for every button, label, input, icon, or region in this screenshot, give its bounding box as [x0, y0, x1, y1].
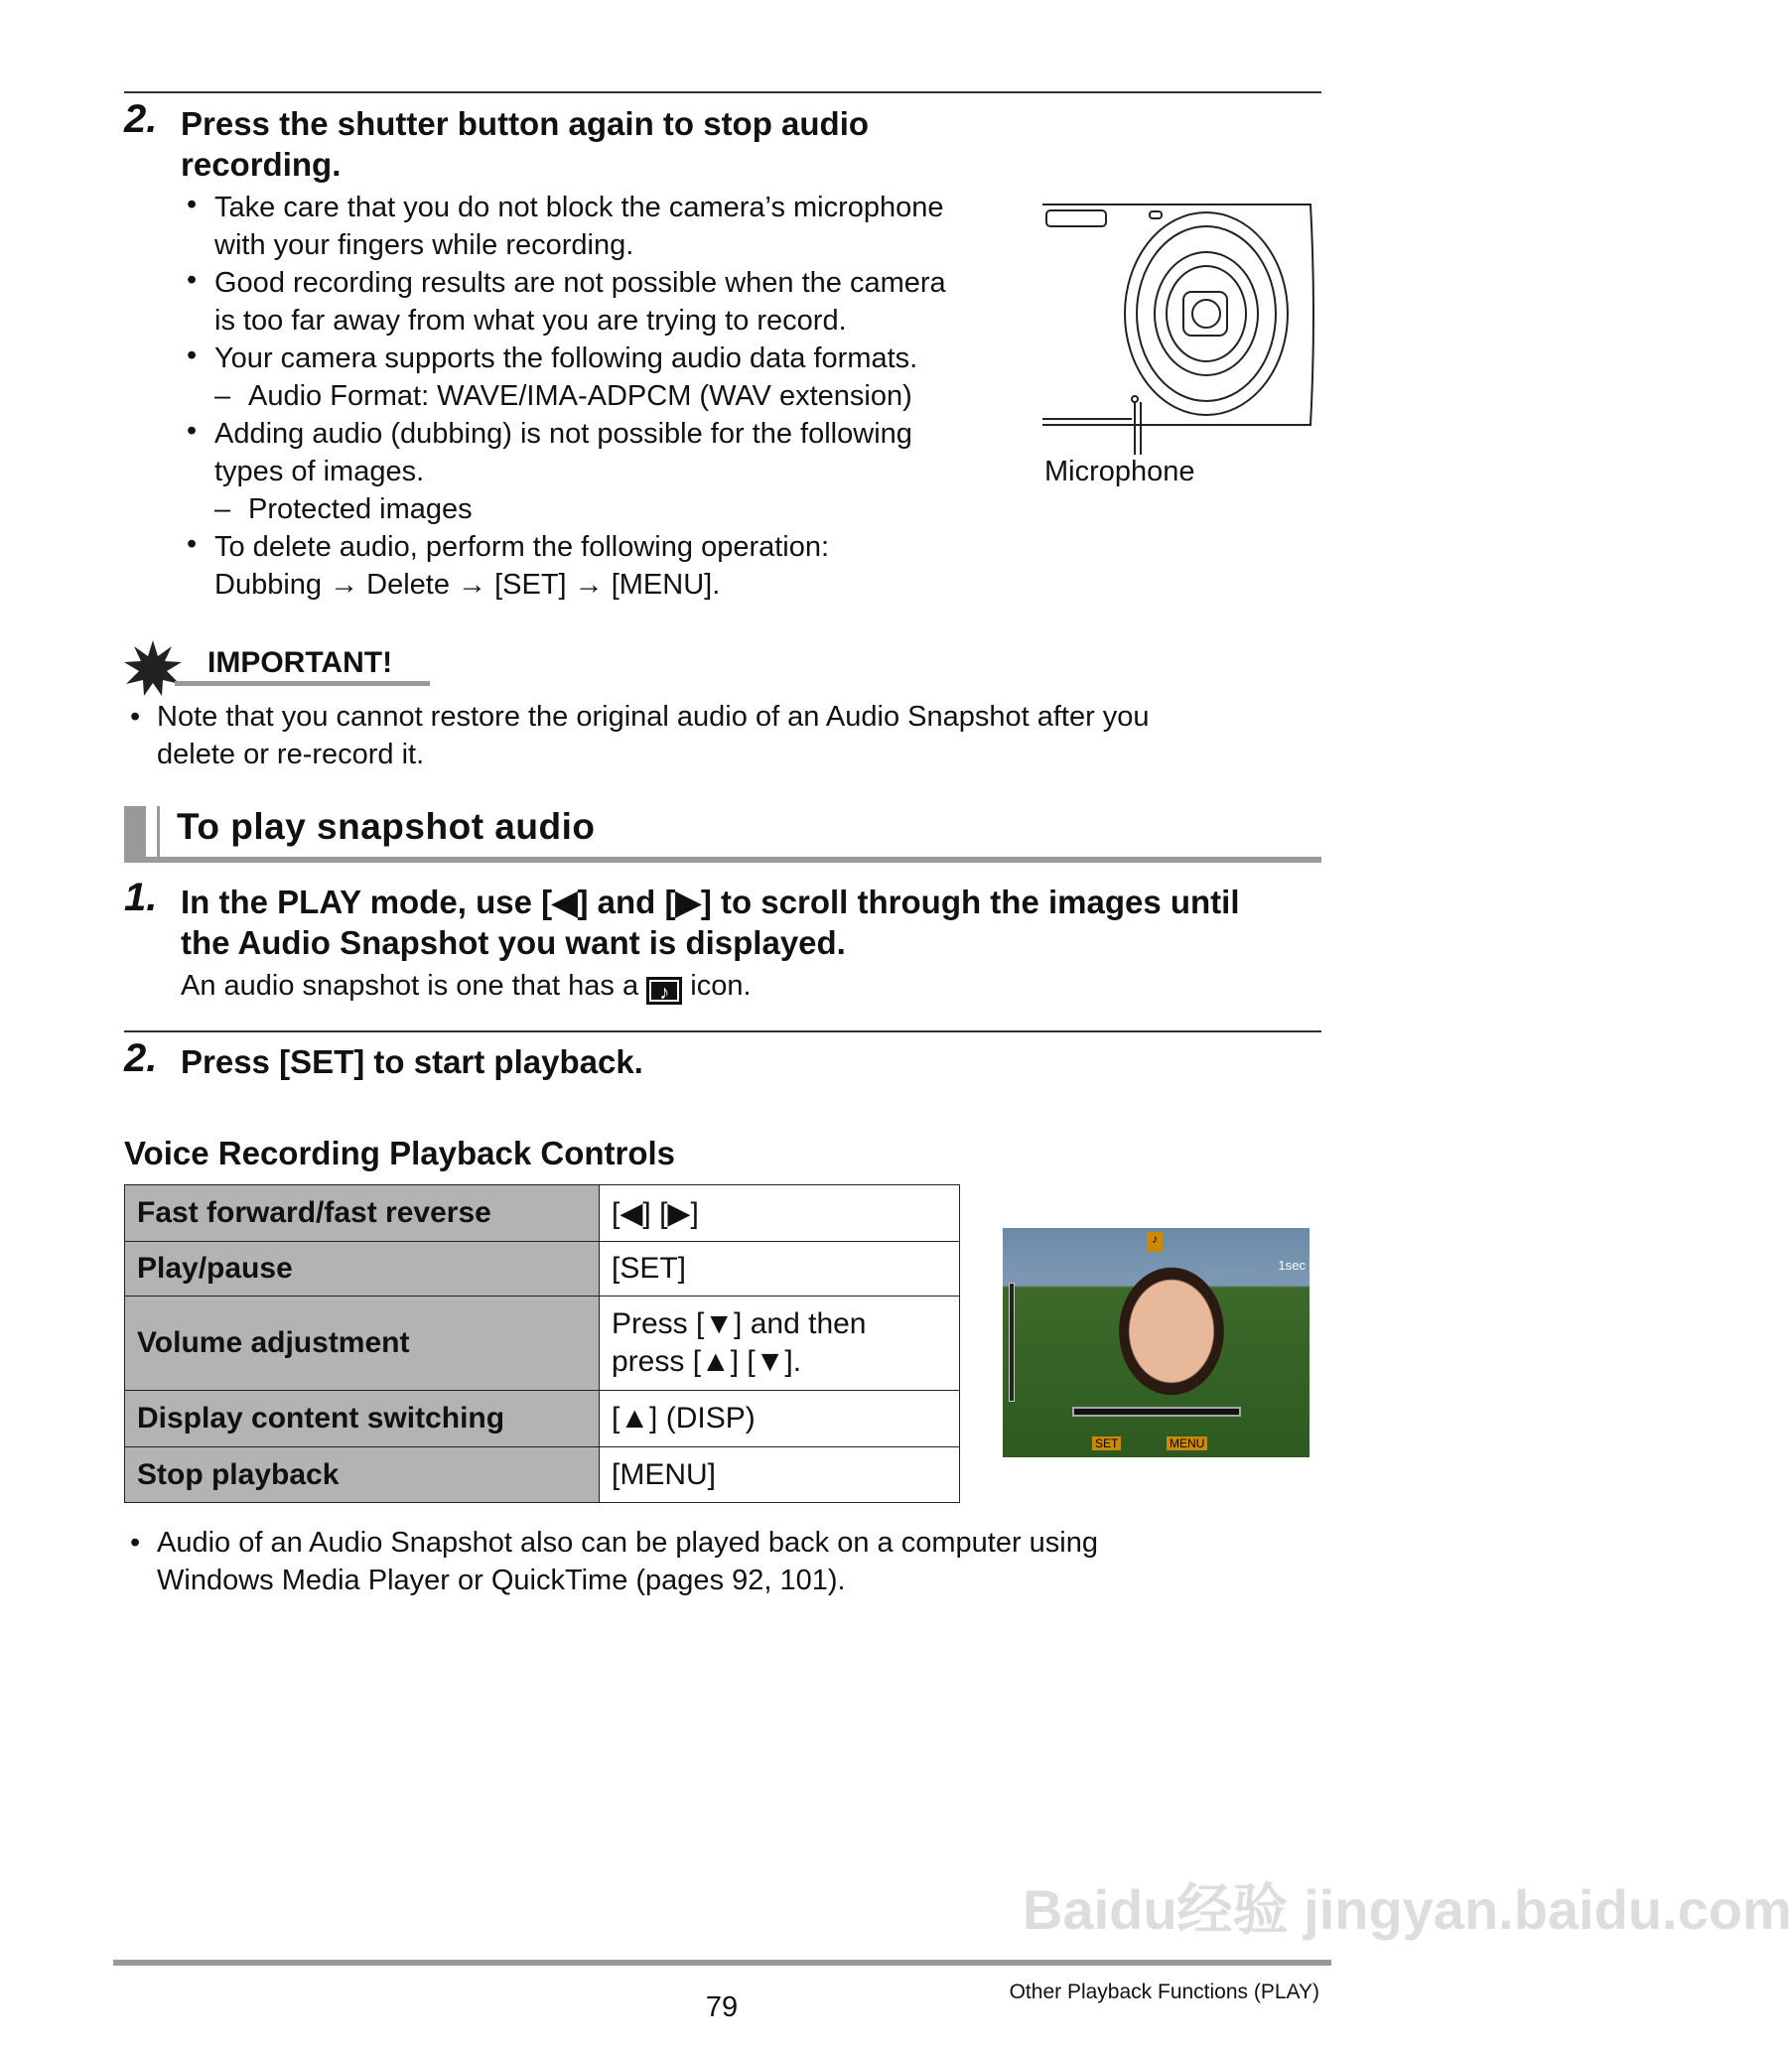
- control-name: Volume adjustment: [125, 1297, 600, 1391]
- bullet-text: Adding audio (dubbing) is not possible for the following: [214, 418, 912, 450]
- bullet-text: Dubbing → Delete → [SET] → [MENU].: [214, 569, 721, 601]
- bullet-icon: •: [187, 189, 198, 220]
- control-key-line: Press [▼] and then: [612, 1307, 867, 1340]
- subtext-after: icon.: [690, 970, 752, 1002]
- page-number: 79: [705, 1991, 739, 2023]
- playback-screen-photo: [1003, 1228, 1310, 1457]
- control-name: Fast forward/fast reverse: [125, 1185, 600, 1242]
- top-rule: [124, 91, 1321, 93]
- control-name: Play/pause: [125, 1242, 600, 1297]
- step-heading: Press [SET] to start playback.: [181, 1043, 643, 1080]
- camera-illustration: [1042, 195, 1320, 443]
- set-label: SET: [1092, 1436, 1121, 1450]
- step-heading: [181, 882, 1240, 963]
- table-row: [125, 1185, 960, 1242]
- bullet-icon: •: [187, 340, 198, 371]
- controls-title: Voice Recording Playback Controls: [124, 1135, 676, 1171]
- control-key: [◀] [▶]: [600, 1185, 960, 1242]
- table-row: [125, 1297, 960, 1391]
- elapsed-time: 1sec: [1278, 1258, 1306, 1273]
- heading-line: In the PLAY mode, use [◀] and [▶] to scroll through the images until: [181, 884, 1240, 920]
- note-text: Windows Media Player or QuickTime (pages 92, 101).: [157, 1565, 846, 1596]
- watermark: Baidu经验 jingyan.baidu.com: [1023, 1878, 1792, 1941]
- bullet-icon: •: [130, 701, 141, 733]
- step-subtext: [181, 967, 752, 1005]
- section-marker-line: [157, 806, 160, 861]
- important-title: IMPORTANT!: [207, 646, 393, 679]
- bullet-text: Take care that you do not block the camera’s microphone: [214, 192, 944, 223]
- important-underline: [175, 681, 430, 686]
- section-marker: [124, 806, 146, 861]
- control-key: [▲] (DISP): [600, 1391, 960, 1447]
- section-rule: [124, 857, 1321, 863]
- control-name: Stop playback: [125, 1447, 600, 1503]
- bullet-icon: •: [187, 528, 198, 560]
- bullet-text: To delete audio, perform the following operation:: [214, 531, 830, 563]
- menu-label: MENU: [1167, 1436, 1207, 1450]
- table-row: [125, 1391, 960, 1447]
- heading-line: the Audio Snapshot you want is displayed.: [181, 924, 846, 961]
- section-title: To play snapshot audio: [177, 806, 596, 847]
- bullet-text: with your fingers while recording.: [214, 229, 634, 261]
- step-number: 1.: [124, 876, 158, 919]
- sub-bullet-text: Audio Format: WAVE/IMA-ADPCM (WAV extension): [248, 380, 912, 412]
- sub-bullet-text: Protected images: [248, 493, 473, 525]
- bullet-icon: •: [187, 415, 198, 447]
- step-rule: [124, 1030, 1321, 1032]
- volume-bar: [1009, 1283, 1015, 1402]
- bullet-text: is too far away from what you are trying to record.: [214, 305, 847, 337]
- control-name: Display content switching: [125, 1391, 600, 1447]
- bullet-icon: •: [130, 1527, 141, 1559]
- note-text: Audio of an Audio Snapshot also can be played back on a computer using: [157, 1527, 1098, 1559]
- heading-line: Press the shutter button again to stop audio: [181, 105, 870, 142]
- step-number: 2.: [124, 97, 158, 141]
- important-text: Note that you cannot restore the original audio of an Audio Snapshot after you: [157, 701, 1150, 733]
- bullet-icon: •: [187, 264, 198, 296]
- control-key: [MENU]: [600, 1447, 960, 1503]
- footer-section: Other Playback Functions (PLAY): [1009, 1981, 1319, 2003]
- bullet-text: Good recording results are not possible when the camera: [214, 267, 946, 299]
- table-row: [125, 1242, 960, 1297]
- important-star-icon: [124, 640, 182, 696]
- step-heading: [181, 103, 869, 185]
- progress-bar: [1072, 1407, 1241, 1417]
- dash-icon: –: [214, 380, 231, 412]
- audio-snapshot-icon: ♪: [646, 977, 682, 1005]
- control-key: [600, 1297, 960, 1391]
- important-text: delete or re-record it.: [157, 739, 425, 770]
- footer-rule: [113, 1960, 1331, 1966]
- controls-table: [124, 1184, 960, 1503]
- bullet-text: Your camera supports the following audio data formats.: [214, 342, 918, 374]
- table-row: [125, 1447, 960, 1503]
- heading-line: recording.: [181, 146, 342, 183]
- dash-icon: –: [214, 493, 231, 525]
- step-number: 2.: [124, 1036, 158, 1080]
- audio-snapshot-icon: ♪: [1147, 1232, 1163, 1252]
- subtext-before: An audio snapshot is one that has a: [181, 970, 639, 1002]
- bullet-text: types of images.: [214, 456, 425, 487]
- control-key: [SET]: [600, 1242, 960, 1297]
- control-key-line: press [▲] [▼].: [612, 1345, 802, 1378]
- microphone-label: Microphone: [1044, 456, 1195, 487]
